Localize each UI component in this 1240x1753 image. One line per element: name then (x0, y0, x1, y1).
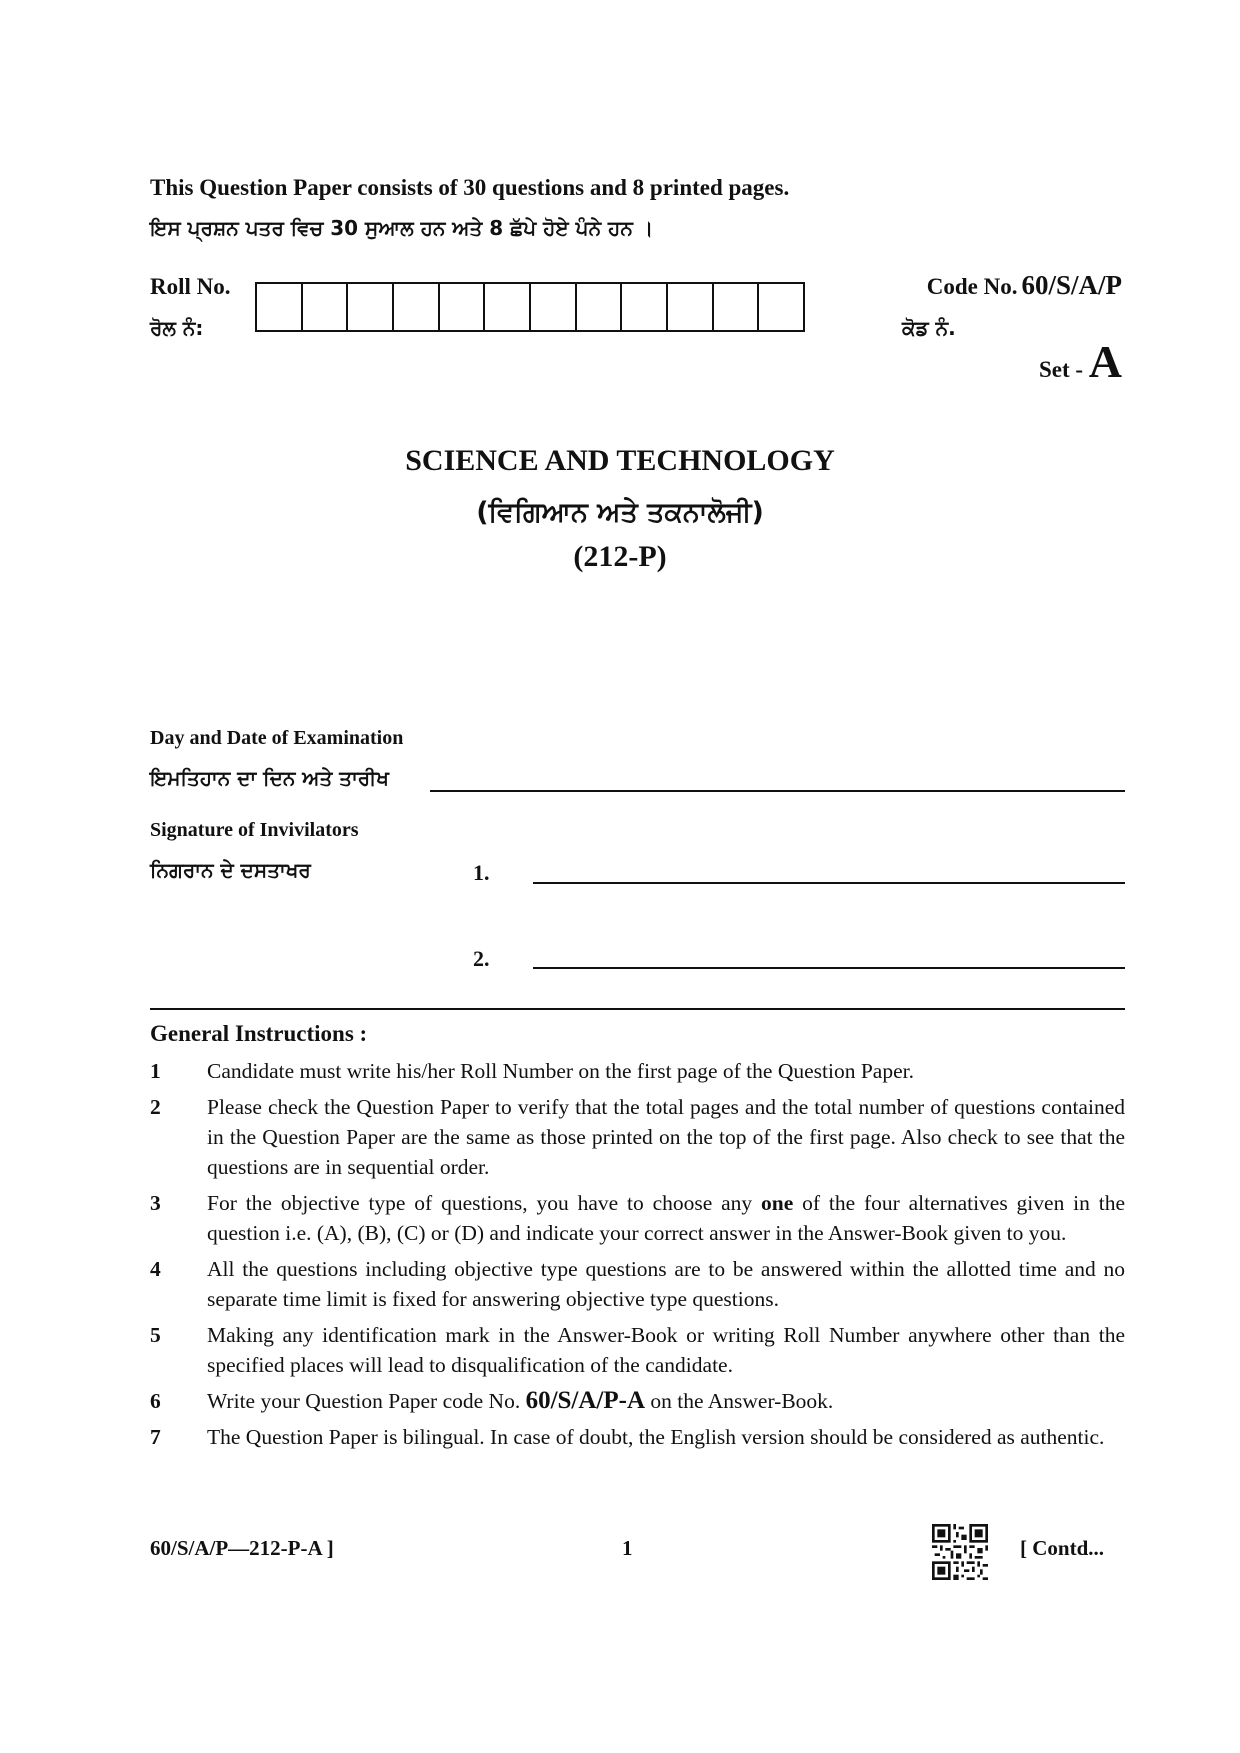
instruction-item (150, 1386, 1125, 1416)
subject-code: (212-P) (573, 540, 667, 573)
roll-digit-box[interactable] (348, 284, 394, 330)
instruction-text-part: of the four alternatives given in the question i.e. (A), (B), (C) or (D) and indicate your correct answer in the Answer-Book given to you. (207, 1191, 1125, 1245)
answer-book-code: 60/S/A/P-A (525, 1387, 646, 1414)
roll-digit-box[interactable] (440, 284, 486, 330)
code-number (927, 270, 1122, 301)
paper-info-punjabi: ਇਸ ਪ੍ਰਸ਼ਨ ਪਤਰ ਵਿਚ 30 ਸੁਆਲ ਹਨ ਅਤੇ 8 ਛੱਪੇ ਹੋਏ ਪੰਨੇ ਹਨ । (150, 216, 654, 240)
continued-label: [ Contd... (1020, 1536, 1105, 1560)
instruction-item (150, 1320, 1125, 1380)
instruction-text-part: on the Answer-Book. (645, 1389, 834, 1413)
subject-title: SCIENCE AND TECHNOLOGY (405, 444, 835, 477)
instruction-text: Candidate must write his/her Roll Number on the first page of the Question Paper. (207, 1059, 914, 1083)
roll-digit-box[interactable] (303, 284, 349, 330)
instruction-item (150, 1092, 1125, 1182)
roll-digit-box[interactable] (394, 284, 440, 330)
roll-digit-box[interactable] (668, 284, 714, 330)
instruction-item (150, 1254, 1125, 1314)
section-divider (150, 1008, 1125, 1010)
roll-digit-box[interactable] (622, 284, 668, 330)
roll-digit-box[interactable] (759, 284, 803, 330)
signature-number-2: 2. (473, 946, 490, 971)
instruction-text: The Question Paper is bilingual. In case of doubt, the English version should be considered as authentic. (207, 1425, 1105, 1449)
instruction-number: 1 (150, 1059, 161, 1083)
roll-digit-box[interactable] (577, 284, 623, 330)
instruction-text-part: Write your Question Paper code No. (207, 1389, 526, 1413)
invigilator-signature-label-punjabi: ਨਿਗਰਾਨ ਦੇ ਦਸਤਾਖਰ (150, 858, 311, 882)
exam-date-label: Day and Date of Examination (150, 727, 404, 749)
code-number-value: 60/S/A/P (1021, 270, 1122, 300)
signature-field-2[interactable] (533, 967, 1125, 969)
instruction-text-part: For the objective type of questions, you have to choose any (207, 1191, 762, 1215)
roll-digit-box[interactable] (531, 284, 577, 330)
instruction-text: Please check the Question Paper to verify that the total pages and the total number of questions contained in the Question Paper are the same as those printed on the top of the first page. Also check to see that the questions are in sequential order. (207, 1095, 1125, 1179)
instruction-number: 6 (150, 1389, 161, 1413)
instruction-text (207, 1188, 1125, 1248)
instruction-emphasis: one (761, 1191, 794, 1215)
set-value: A (1088, 336, 1122, 387)
code-number-label: Code No. (926, 274, 1018, 299)
instruction-number: 3 (150, 1191, 161, 1215)
roll-digit-box[interactable] (485, 284, 531, 330)
instruction-item (150, 1422, 1125, 1452)
subject-title-punjabi: (ਵਿਗਿਆਨ ਅਤੇ ਤਕਨਾਲੋਜੀ) (476, 497, 764, 528)
code-number-label-punjabi: ਕੋਡ ਨੰ. (902, 316, 956, 340)
instruction-item (150, 1056, 1125, 1086)
roll-number-boxes[interactable] (255, 282, 805, 332)
footer-paper-code: 60/S/A/P—212-P-A ] (150, 1536, 334, 1560)
signature-number-1: 1. (473, 860, 490, 885)
instruction-text: Making any identification mark in the Answer-Book or writing Roll Number anywhere other than the specified places will lead to disqualification of the candidate. (207, 1323, 1125, 1377)
roll-digit-box[interactable] (714, 284, 760, 330)
instruction-number: 4 (150, 1257, 161, 1281)
exam-date-field[interactable] (430, 790, 1125, 792)
instruction-number: 2 (150, 1095, 161, 1119)
roll-digit-box[interactable] (257, 284, 303, 330)
page-number: 1 (622, 1536, 633, 1560)
exam-date-label-punjabi: ਇਮਤਿਹਾਨ ਦਾ ਦਿਨ ਅਤੇ ਤਾਰੀਖ (150, 766, 389, 790)
instruction-item (150, 1188, 1125, 1248)
qr-code-icon (932, 1524, 988, 1580)
roll-number-label-punjabi: ਰੋਲ ਨੰ: (150, 316, 204, 340)
set-indicator (1039, 335, 1122, 388)
invigilator-signature-label: Signature of Invivilators (150, 819, 359, 841)
signature-field-1[interactable] (533, 882, 1125, 884)
instructions-list (150, 1056, 1125, 1458)
paper-info-english: This Question Paper consists of 30 questions and 8 printed pages. (150, 175, 790, 200)
instruction-number: 5 (150, 1323, 161, 1347)
instruction-text: All the questions including objective type questions are to be answered within the allotted time and no separate time limit is fixed for answering objective type questions. (207, 1257, 1125, 1311)
set-label: Set - (1038, 357, 1084, 382)
instructions-heading: General Instructions : (150, 1021, 368, 1046)
instruction-text (207, 1386, 1125, 1416)
instruction-number: 7 (150, 1425, 161, 1449)
roll-number-label: Roll No. (150, 274, 231, 299)
